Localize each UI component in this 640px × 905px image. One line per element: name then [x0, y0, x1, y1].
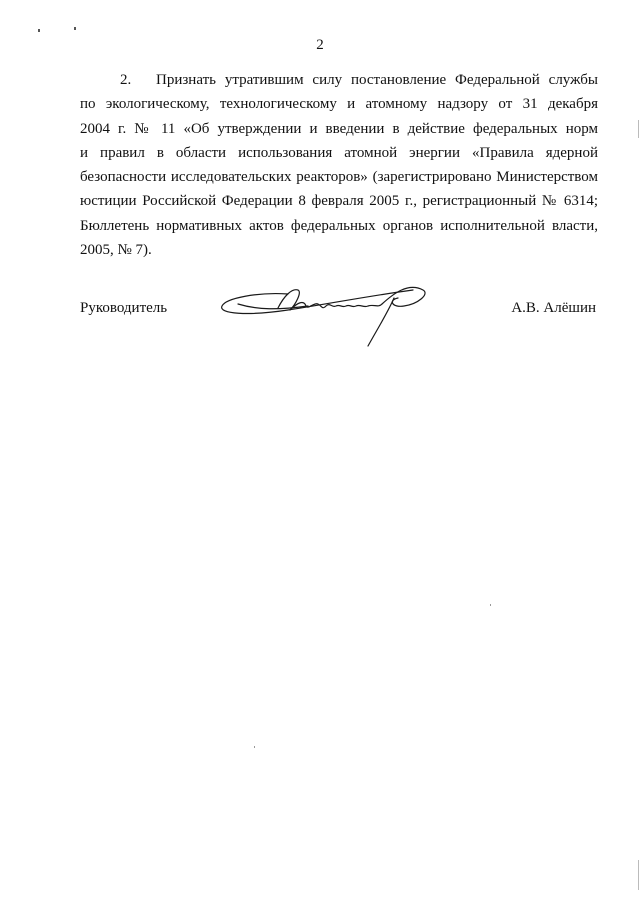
paragraph-line: 2005, № 7). — [80, 242, 152, 259]
scan-speck — [490, 604, 491, 606]
paragraph-line: и правил в области использования атомной энергии «Правила ядерной — [80, 144, 598, 161]
item-number: 2. — [120, 72, 132, 88]
signatory-title: Руководитель — [80, 300, 168, 316]
signatory-name: А.В. Алёшин — [511, 300, 596, 316]
paragraph-item-2 — [80, 68, 598, 262]
paragraph-line: по экологическому, технологическому и атомному надзору от 31 декабря — [80, 96, 598, 113]
scan-speck — [254, 746, 255, 748]
paragraph-line: юстиции Российской Федерации 8 февраля 2005 г., регистрационный № 6314; — [80, 193, 598, 210]
signature-block — [80, 296, 598, 356]
paragraph-line: 2004 г. № 11 «Об утверждении и введении в действие федеральных норм — [80, 120, 598, 137]
paragraph-line: Бюллетень нормативных актов федеральных органов исполнительной власти, — [80, 217, 598, 234]
scan-speck — [38, 29, 40, 32]
line-text: Признать утратившим силу постановление Федеральной службы — [156, 72, 598, 88]
scan-edge — [638, 860, 639, 890]
paragraph-line — [80, 68, 598, 92]
page-number: 2 — [316, 37, 324, 53]
scan-edge — [638, 120, 639, 138]
handwritten-signature — [218, 284, 433, 349]
scan-speck — [74, 27, 76, 30]
paragraph-line: безопасности исследовательских реакторов» (зарегистрировано Министерством — [80, 169, 598, 186]
